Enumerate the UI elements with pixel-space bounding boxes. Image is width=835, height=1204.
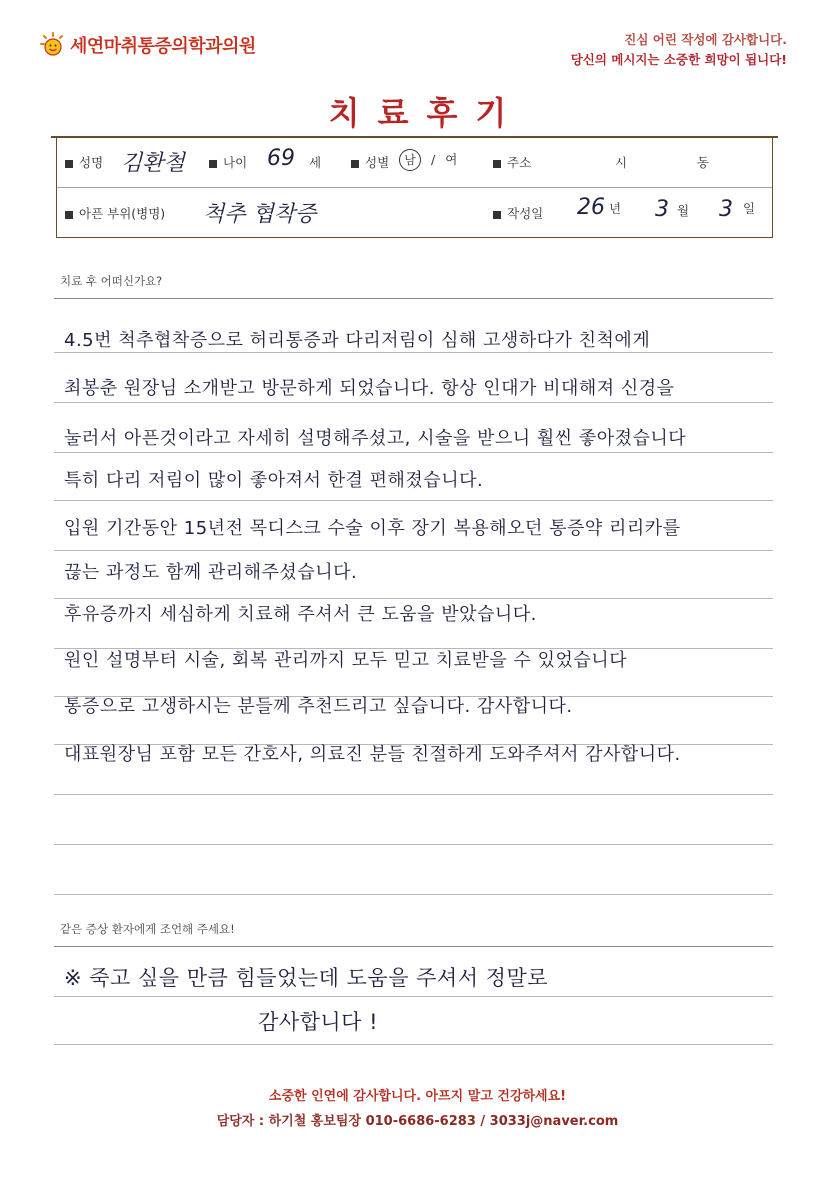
pain-value: 척추 협착증 bbox=[203, 202, 317, 227]
review-line: 후유증까지 세심하게 치료해 주셔서 큰 도움을 받았습니다. bbox=[64, 604, 537, 625]
smiley-sun-icon bbox=[40, 32, 66, 58]
thanks-line-1: 진심 어린 작성에 감사합니다. bbox=[624, 32, 787, 47]
clinic-logo bbox=[40, 32, 256, 58]
gender-options bbox=[399, 149, 457, 171]
date-year-value: 26 bbox=[577, 195, 605, 220]
ruled-line bbox=[54, 946, 773, 947]
thanks-message bbox=[571, 30, 787, 70]
info-row-1 bbox=[57, 136, 772, 188]
address-label: 주소 bbox=[493, 153, 531, 171]
gender-female: 여 bbox=[445, 152, 458, 167]
review-line: 특히 다리 저림이 많이 좋아져서 한결 편해졌습니다. bbox=[64, 470, 484, 491]
page-title: 치료후기 bbox=[328, 94, 525, 132]
bullet-square-icon bbox=[493, 160, 501, 168]
thanks-line-2: 당신의 메시지는 소중한 희망이 됩니다! bbox=[570, 52, 787, 67]
footer-message: 소중한 인연에 감사합니다. 아프지 말고 건강하세요! bbox=[268, 1089, 567, 1104]
ruled-line bbox=[54, 1044, 773, 1045]
bullet-square-icon bbox=[209, 160, 217, 168]
ruled-line bbox=[54, 402, 773, 403]
advice-question: 같은 증상 환자에게 조언해 주세요! bbox=[60, 922, 235, 936]
date-day-value: 3 bbox=[719, 197, 733, 222]
review-line: 끊는 과정도 함께 관리해주셨습니다. bbox=[64, 562, 358, 583]
ruled-line bbox=[54, 452, 773, 453]
review-line: 4.5번 척추협착증으로 허리통증과 다리저림이 심해 고생하다가 친척에게 bbox=[64, 330, 651, 351]
review-line: 최봉춘 원장님 소개받고 방문하게 되었습니다. 항상 인대가 비대해져 신경을 bbox=[64, 378, 675, 399]
date-month-unit: 월 bbox=[677, 203, 690, 218]
review-line: 입원 기간동안 15년전 목디스크 수술 이후 장기 복용해오던 통증약 리리카를 bbox=[64, 518, 681, 539]
address-city-unit: 시 bbox=[615, 155, 628, 170]
review-line: 통증으로 고생하시는 분들께 추천드리고 싶습니다. 감사합니다. bbox=[64, 696, 573, 717]
info-row-2 bbox=[57, 187, 772, 238]
advice-line: ※ 죽고 싶을 만큼 힘들었는데 도움을 주셔서 정말로 bbox=[64, 966, 549, 990]
age-value: 69 bbox=[267, 146, 295, 171]
ruled-line bbox=[54, 298, 773, 299]
pain-label: 아픈 부위(병명) bbox=[65, 204, 165, 222]
bullet-square-icon bbox=[351, 160, 359, 168]
review-question: 치료 후 어떠신가요? bbox=[60, 274, 163, 288]
ruled-line bbox=[54, 598, 773, 599]
review-line: 눌러서 아픈것이라고 자세히 설명해주셨고, 시술을 받으니 훨씬 좋아졌습니다 bbox=[64, 428, 687, 449]
ruled-line bbox=[54, 352, 773, 353]
advice-line: 감사합니다 ! bbox=[258, 1010, 379, 1034]
patient-info-box bbox=[56, 136, 773, 238]
ruled-line bbox=[54, 894, 773, 895]
review-line: 원인 설명부터 시술, 회복 관리까지 모두 믿고 치료받을 수 있었습니다 bbox=[64, 650, 628, 671]
gender-separator: / bbox=[430, 152, 436, 167]
ruled-line bbox=[54, 550, 773, 551]
review-line: 대표원장님 포함 모든 간호사, 의료진 분들 친절하게 도와주셔서 감사합니다. bbox=[64, 744, 681, 765]
date-year-unit: 년 bbox=[609, 201, 622, 216]
date-day-unit: 일 bbox=[743, 201, 756, 216]
bullet-square-icon bbox=[65, 160, 73, 168]
name-value: 김환철 bbox=[121, 151, 185, 176]
age-unit: 세 bbox=[309, 155, 322, 170]
date-label: 작성일 bbox=[493, 204, 543, 222]
footer-contact: 담당자 : 하기철 홍보팀장 010-6686-6283 / 3033j@naver.com bbox=[216, 1114, 619, 1129]
bullet-square-icon bbox=[493, 211, 501, 219]
ruled-line bbox=[54, 794, 773, 795]
date-month-value: 3 bbox=[655, 197, 669, 222]
logo-text: 세연마취통증의학과의원 bbox=[70, 36, 256, 57]
ruled-line bbox=[54, 500, 773, 501]
ruled-line bbox=[54, 844, 773, 845]
gender-male-circled: 남 bbox=[399, 149, 421, 171]
address-dong-unit: 동 bbox=[697, 155, 710, 170]
bullet-square-icon bbox=[65, 211, 73, 219]
age-label: 나이 bbox=[209, 153, 247, 171]
gender-label: 성별 bbox=[351, 153, 389, 171]
ruled-line bbox=[54, 996, 773, 997]
name-label: 성명 bbox=[65, 153, 103, 171]
